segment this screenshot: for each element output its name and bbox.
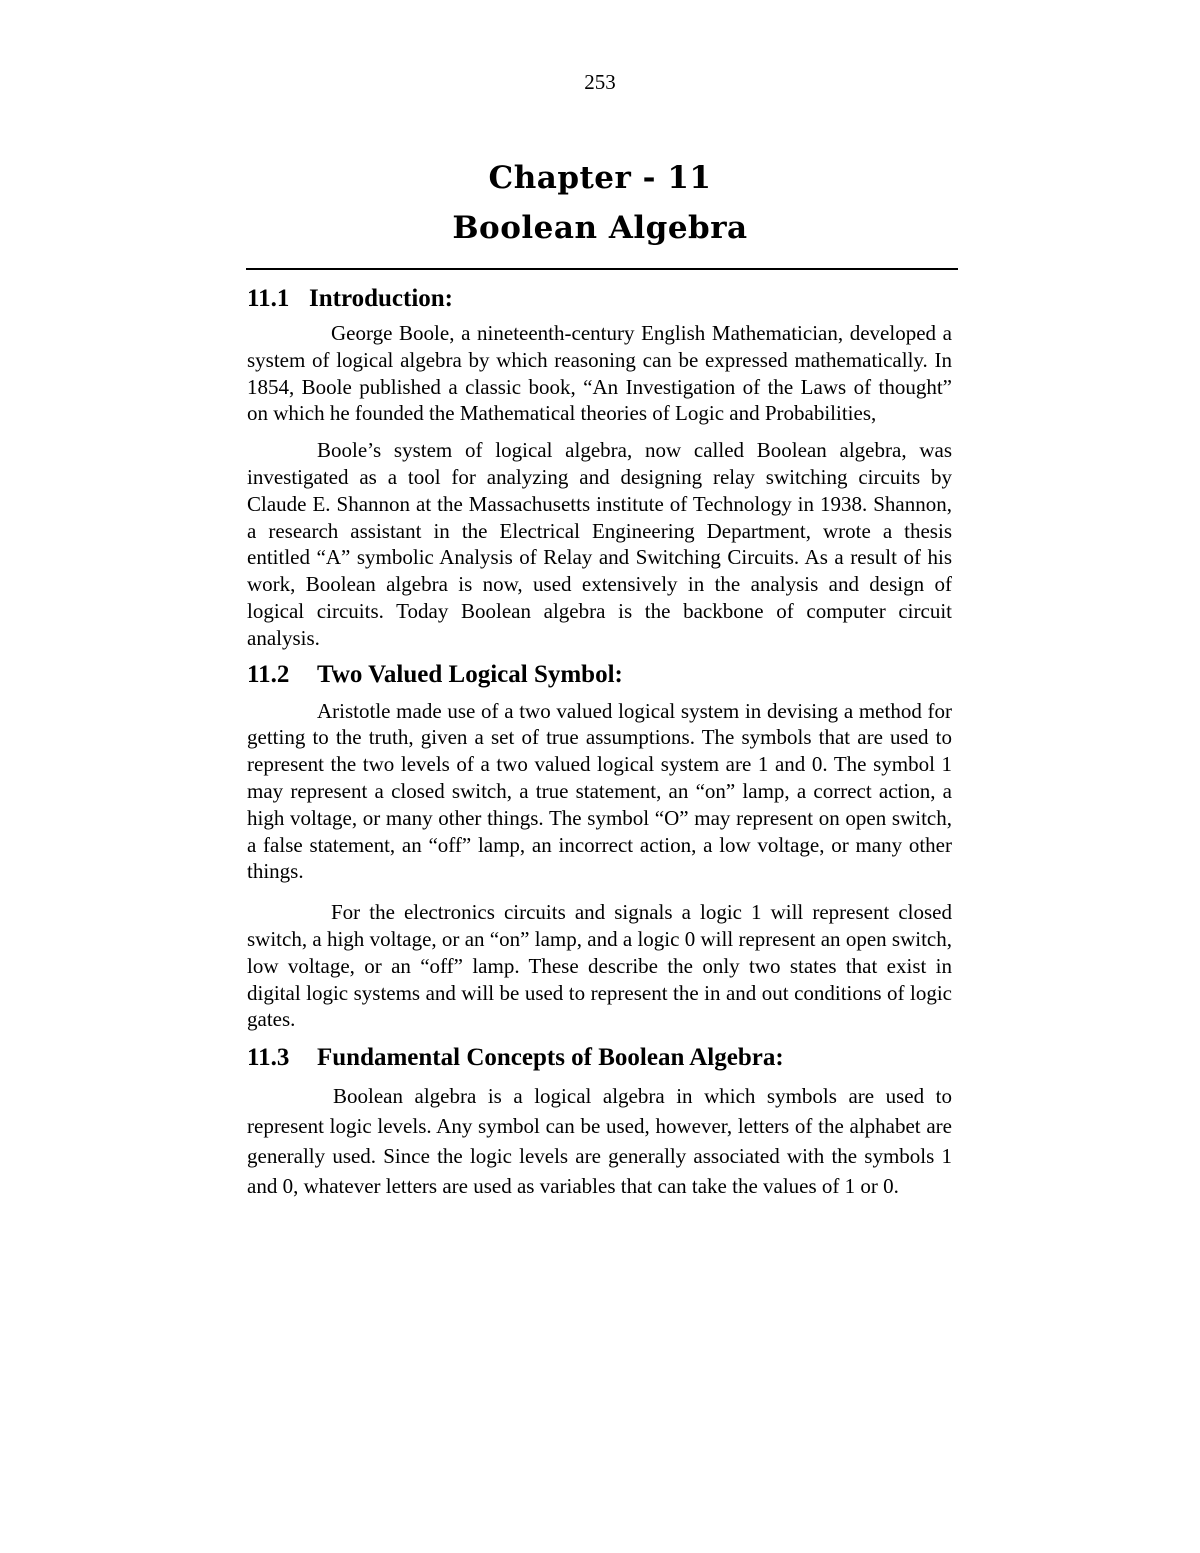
page-number: 253 xyxy=(584,70,616,94)
paragraph: Boolean algebra is a logical algebra in which symbols are used to represent logic levels. Any symbol can be used, however, letters of the alphabet are generally used. Since the logic levels are generally associated with the symbols 1 and 0, whatever letters are used as variables that can take the values of 1 or 0. xyxy=(247,1084,952,1199)
section-heading xyxy=(247,658,952,692)
chapter-title: Boolean Algebra xyxy=(452,210,748,246)
section-number: 11.1 xyxy=(247,285,290,312)
section-number: 11.2 xyxy=(247,660,290,688)
section-title: Two Valued Logical Symbol: xyxy=(317,660,623,688)
paragraph: George Boole, a nineteenth-century English Mathematician, developed a system of logical algebra by which reasoning can be expressed mathematically. In 1854, Boole published a classic book, “An Investigation of the Laws of thought” on which he founded the Mathematical theories of Logic and Probabilities, xyxy=(247,321,952,426)
section-title: Fundamental Concepts of Boolean Algebra: xyxy=(317,1044,784,1072)
paragraph: Aristotle made use of a two valued logical system in devising a method for getting to the truth, given a set of true assumptions. The symbols that are used to represent the two levels of a two valued logical system are 1 and 0. The symbol 1 may represent a closed switch, a true statement, an “on” lamp, a correct action, a high voltage, or many other things. The symbol “O” may represent on open switch, a false statement, an “off” lamp, an incorrect action, a low voltage, or many other things. xyxy=(247,698,952,884)
section-number: 11.3 xyxy=(247,1044,290,1072)
paragraph: For the electronics circuits and signals a logic 1 will represent closed switch, a high voltage, or an “on” lamp, and a logic 0 will represent an open switch, low voltage, or an “off” lamp. These describe the only two states that exist in digital logic systems and will be used to represent the in and out conditions of logic gates. xyxy=(247,900,952,1032)
chapter-label: Chapter - 11 xyxy=(488,160,712,196)
section-introduction xyxy=(247,282,952,316)
heading-divider xyxy=(246,268,958,270)
section-heading xyxy=(247,1041,952,1075)
paragraph: Boole’s system of logical algebra, now called Boolean algebra, was investigated as a tool for analyzing and designing relay switching circuits by Claude E. Shannon at the Massachusetts institute of Technology in 1938. Shannon, a research assistant in the Electrical Engineering Department, wrote a thesis entitled “A” symbolic Analysis of Relay and Switching Circuits. As a result of his work, Boolean algebra is now, used extensively in the analysis and design of logical circuits. Today Boolean algebra is the backbone of computer circuit analysis. xyxy=(247,438,952,650)
page-body xyxy=(247,282,952,1201)
section-heading xyxy=(247,282,952,316)
section-two-valued-logical-symbol xyxy=(247,658,952,692)
section-fundamental-concepts xyxy=(247,1041,952,1075)
section-title: Introduction: xyxy=(309,285,454,312)
